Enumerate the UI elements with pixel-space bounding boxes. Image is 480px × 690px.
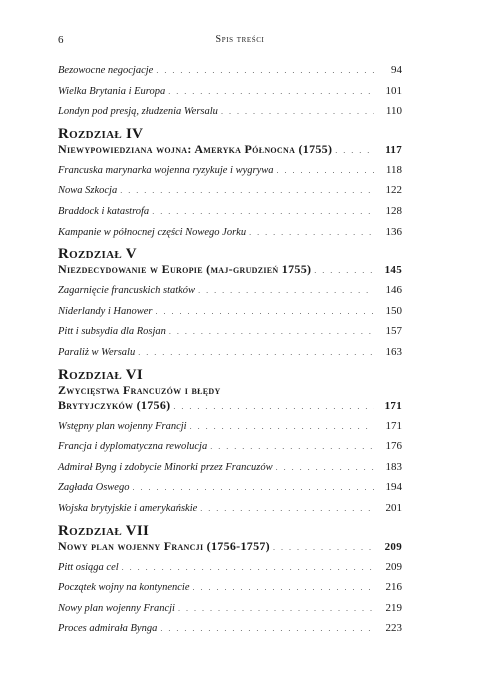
toc-entry[interactable] xyxy=(58,581,402,596)
toc-entry[interactable] xyxy=(58,105,402,120)
toc-entry-title: Kampanie w północnej części Nowego Jorku xyxy=(58,226,247,238)
chapter-label: Rozdział IV xyxy=(58,125,144,142)
toc-entry[interactable] xyxy=(58,284,402,299)
dot-leader xyxy=(122,563,374,572)
chapter-title: Niezdecydowanie w Europie (maj-grudzień 1755) xyxy=(58,262,312,277)
dot-leader xyxy=(210,442,374,451)
page-number: 6 xyxy=(58,34,64,46)
dot-leader xyxy=(200,504,374,513)
toc-entry-page: 157 xyxy=(385,325,402,338)
dot-leader xyxy=(138,348,374,357)
toc-entry[interactable] xyxy=(58,481,402,496)
chapter-iv xyxy=(58,126,402,241)
toc-entry[interactable] xyxy=(58,226,402,241)
chapter-title: Nowy plan wojenny Francji (1756-1757) xyxy=(58,538,270,553)
toc-entry[interactable] xyxy=(58,85,402,100)
running-title: Spis treści xyxy=(215,34,265,45)
chapter-title-line2: Brytyjczyków (1756) xyxy=(58,397,171,412)
chapter-vi xyxy=(58,367,402,517)
toc-entry-title: Niderlandy i Hanower xyxy=(58,305,153,317)
dot-leader xyxy=(335,143,374,158)
chapter-label: Rozdział VII xyxy=(58,522,150,539)
chapter-vii xyxy=(58,523,402,638)
dot-leader xyxy=(132,483,374,492)
toc-entry-page: 122 xyxy=(385,184,402,197)
dot-leader xyxy=(273,540,374,555)
dot-leader xyxy=(120,186,374,195)
table-of-contents xyxy=(58,64,402,643)
toc-entry-page: 183 xyxy=(385,460,402,473)
chapter-page: 209 xyxy=(384,540,402,553)
toc-entry-title: Londyn pod presją, złudzenia Wersalu xyxy=(58,106,218,118)
toc-entry[interactable] xyxy=(58,602,402,617)
toc-entry-title: Zagarnięcie francuskich statków xyxy=(58,285,196,297)
dot-leader xyxy=(173,399,374,414)
toc-entry[interactable] xyxy=(58,622,402,637)
chapter-heading[interactable] xyxy=(58,398,402,414)
toc-entry-page: 201 xyxy=(385,501,402,514)
toc-entry[interactable] xyxy=(58,561,402,576)
toc-entry-title: Nowy plan wojenny Francji xyxy=(58,602,175,614)
dot-leader xyxy=(314,263,374,278)
toc-entry-title: Wstępny plan wojenny Francji xyxy=(58,420,187,432)
toc-entry-title: Pitt osiąga cel xyxy=(58,561,119,573)
toc-entry[interactable] xyxy=(58,184,402,199)
toc-entry[interactable] xyxy=(58,164,402,179)
toc-entry-title: Admirał Byng i zdobycie Minorki przez Francuzów xyxy=(58,461,273,473)
toc-entry-page: 176 xyxy=(385,440,402,453)
toc-entry[interactable] xyxy=(58,325,402,340)
toc-entry-page: 171 xyxy=(385,419,402,432)
dot-leader xyxy=(276,463,374,472)
toc-entry-title: Wielka Brytania i Europa xyxy=(58,85,166,97)
toc-entry-page: 216 xyxy=(385,581,402,594)
toc-entry-title: Pitt i subsydia dla Rosjan xyxy=(58,326,166,338)
dot-leader xyxy=(198,286,374,295)
dot-leader xyxy=(249,228,374,237)
dot-leader xyxy=(160,624,374,633)
toc-entry[interactable] xyxy=(58,461,402,476)
toc-entry-title: Wojska brytyjskie i amerykańskie xyxy=(58,502,198,514)
toc-entry-title: Braddock i katastrofa xyxy=(58,205,150,217)
toc-entry-page: 101 xyxy=(385,84,402,97)
dot-leader xyxy=(156,66,374,75)
chapter-page: 171 xyxy=(384,399,402,412)
toc-entry-page: 110 xyxy=(385,105,402,118)
toc-entry-title: Proces admirała Bynga xyxy=(58,623,158,635)
toc-entry-page: 150 xyxy=(385,304,402,317)
toc-entry[interactable] xyxy=(58,420,402,435)
chapter-heading[interactable] xyxy=(58,262,402,278)
dot-leader xyxy=(221,107,374,116)
toc-entry[interactable] xyxy=(58,64,402,79)
toc-entry-page: 163 xyxy=(385,345,402,358)
chapter-v xyxy=(58,246,402,361)
toc-entry-page: 128 xyxy=(385,204,402,217)
chapter-label: Rozdział VI xyxy=(58,366,144,383)
toc-entry-title: Nowa Szkocja xyxy=(58,185,118,197)
chapter-label: Rozdział V xyxy=(58,246,137,263)
chapter-page: 117 xyxy=(385,143,402,156)
toc-entry-title: Zagłada Oswego xyxy=(58,482,130,494)
dot-leader xyxy=(277,166,374,175)
dot-leader xyxy=(152,207,374,216)
toc-entry-page: 223 xyxy=(385,622,402,635)
toc-entry-title: Francuska marynarka wojenna ryzykuje i wygrywa xyxy=(58,164,274,176)
toc-entry-title: Paraliż w Wersalu xyxy=(58,346,136,358)
chapter-heading[interactable] xyxy=(58,142,402,158)
toc-entry[interactable] xyxy=(58,346,402,361)
toc-entry-page: 219 xyxy=(385,601,402,614)
toc-entry-page: 209 xyxy=(385,560,402,573)
dot-leader xyxy=(193,583,375,592)
dot-leader xyxy=(168,87,374,96)
chapter-heading[interactable] xyxy=(58,539,402,555)
toc-entry[interactable] xyxy=(58,440,402,455)
toc-entry-page: 118 xyxy=(385,163,402,176)
chapter-title-line1[interactable]: Zwycięstwa Francuzów i błędy xyxy=(58,382,221,397)
toc-entry-page: 194 xyxy=(385,481,402,494)
dot-leader xyxy=(190,422,374,431)
toc-entry-title: Bezowocne negocjacje xyxy=(58,65,154,76)
dot-leader xyxy=(156,307,375,316)
dot-leader xyxy=(178,604,374,613)
toc-entry[interactable] xyxy=(58,305,402,320)
toc-entry[interactable] xyxy=(58,502,402,517)
dot-leader xyxy=(169,327,374,336)
toc-entry[interactable] xyxy=(58,205,402,220)
toc-entry-page: 94 xyxy=(391,64,402,76)
chapter-title: Niewypowiedziana wojna: Ameryka Północna (1755) xyxy=(58,141,333,156)
chapter-page: 145 xyxy=(384,264,402,277)
toc-entry-title: Początek wojny na kontynencie xyxy=(58,582,190,594)
toc-entry-title: Francja i dyplomatyczna rewolucja xyxy=(58,441,208,453)
toc-entry-page: 146 xyxy=(385,284,402,297)
toc-entry-page: 136 xyxy=(385,225,402,238)
